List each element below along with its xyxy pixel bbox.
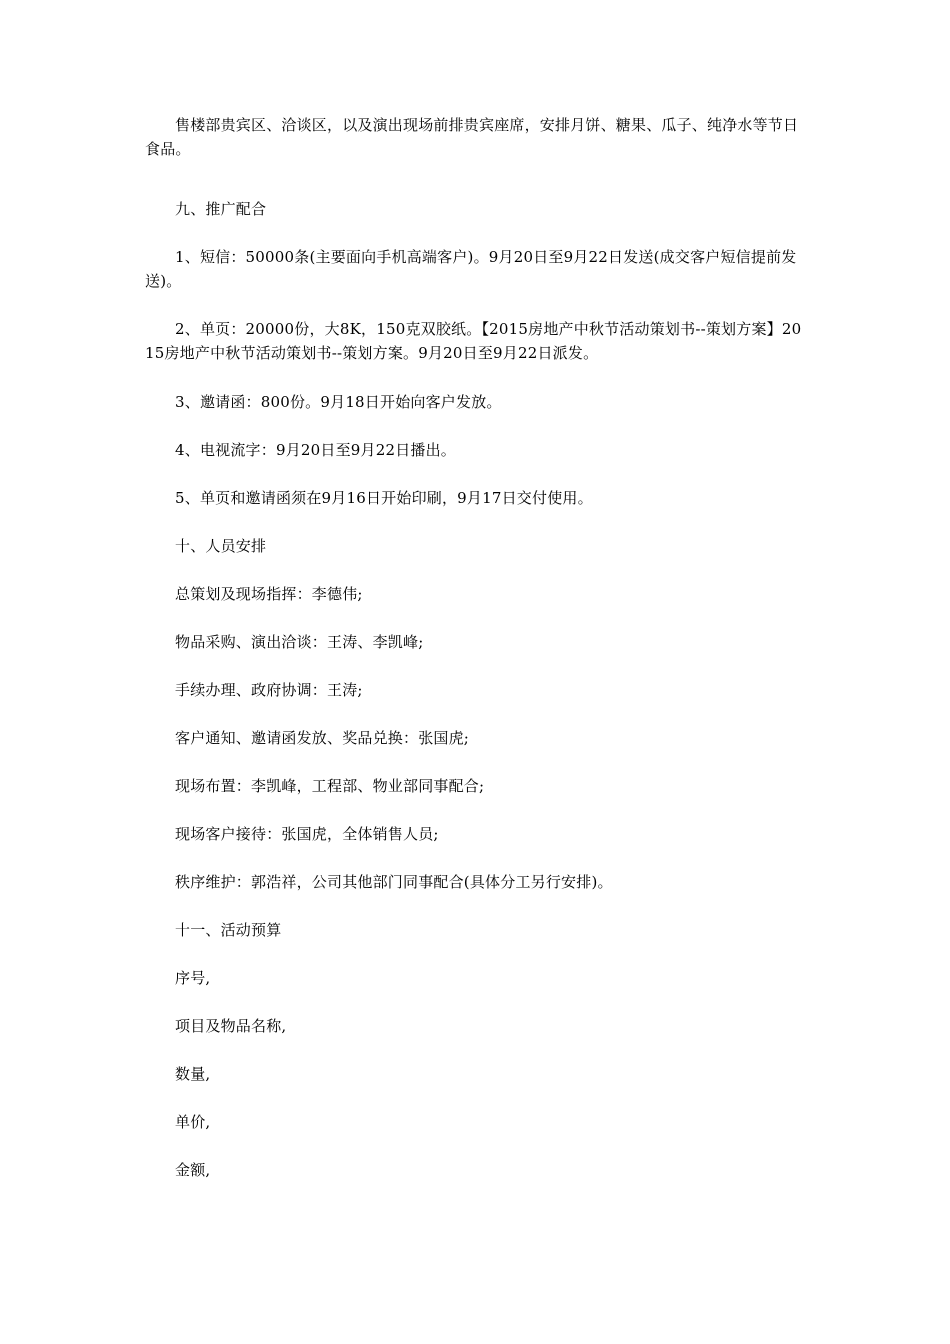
staff-line-procedures: 手续办理、政府协调：王涛; (175, 681, 363, 699)
budget-field-quantity: 数量, (175, 1065, 211, 1083)
budget-field-unit-price: 单价, (175, 1113, 211, 1131)
staff-line-site-setup: 现场布置：李凯峰，工程部、物业部同事配合; (175, 777, 485, 795)
section-heading-staffing: 十、人员安排 (175, 537, 267, 555)
staff-line-director: 总策划及现场指挥：李德伟; (175, 585, 363, 603)
budget-field-item-name: 项目及物品名称, (175, 1017, 287, 1035)
budget-field-amount: 金额, (175, 1161, 211, 1179)
staff-line-reception: 现场客户接待：张国虎，全体销售人员; (175, 825, 439, 843)
section-heading-promotion: 九、推广配合 (175, 200, 267, 218)
staff-line-procurement: 物品采购、演出洽谈：王涛、李凯峰; (175, 633, 424, 651)
section-heading-budget: 十一、活动预算 (175, 921, 282, 939)
staff-line-customer-notice: 客户通知、邀请函发放、奖品兑换：张国虎; (175, 729, 470, 747)
staff-line-order: 秩序维护：郭浩祥，公司其他部门同事配合(具体分工另行安排)。 (175, 873, 613, 891)
budget-field-number: 序号, (175, 969, 211, 987)
paragraph-invitation: 3、邀请函：800份。9月18日开始向客户发放。 (175, 393, 502, 411)
paragraph-printing: 5、单页和邀请函须在9月16日开始印刷，9月17日交付使用。 (175, 489, 593, 507)
paragraph-festival-food: 售楼部贵宾区、洽谈区，以及演出现场前排贵宾座席，安排月饼、糖果、瓜子、纯净水等节日食品。 (145, 116, 799, 158)
paragraph-tv-ticker: 4、电视流字：9月20日至9月22日播出。 (175, 441, 457, 459)
paragraph-sms: 1、短信：50000条(主要面向手机高端客户)。9月20日至9月22日发送(成交客户短信提前发送)。 (145, 248, 797, 290)
paragraph-flyer: 2、单页：20000份，大8K，150克双胶纸。【2015房地产中秋节活动策划书--策划方案】2015房地产中秋节活动策划书--策划方案。9月20日至9月22日派发。 (145, 320, 802, 362)
